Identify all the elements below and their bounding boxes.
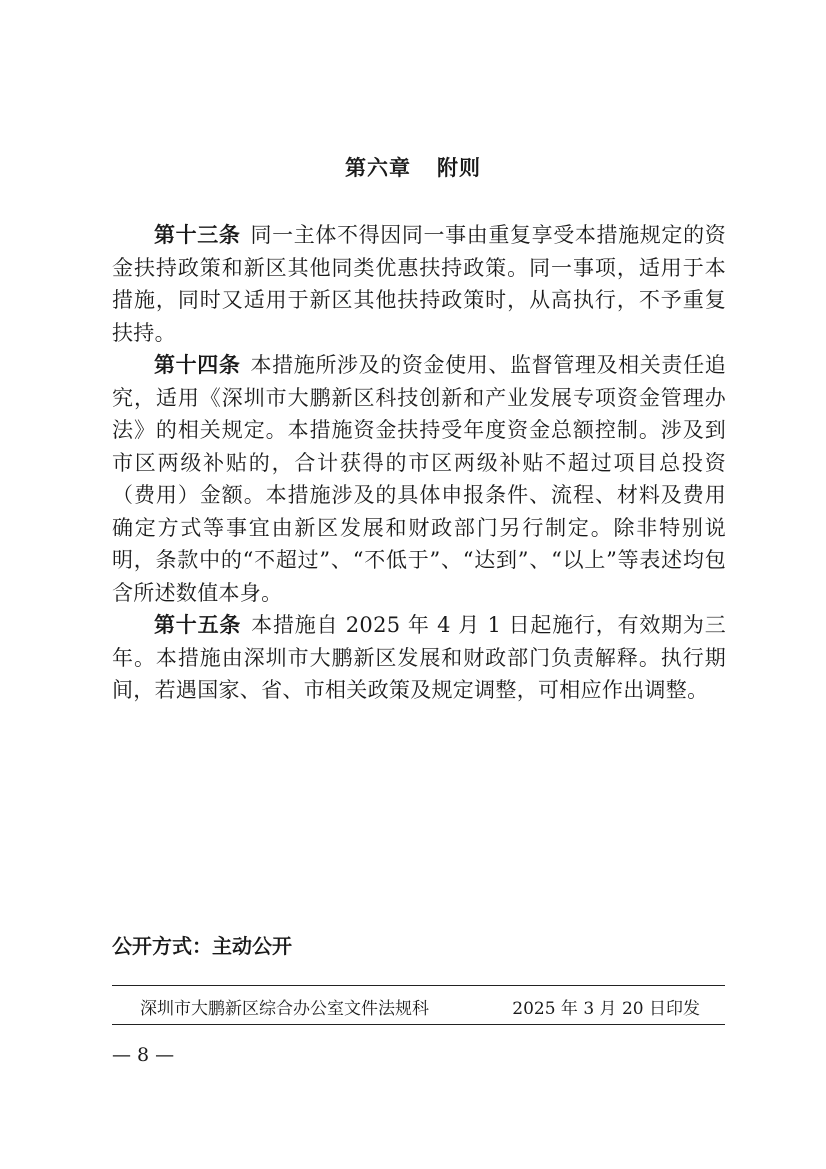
issuing-office: 深圳市大鹏新区综合办公室文件法规科 [140,999,429,1019]
article-14 [112,349,726,609]
article-text: 本措施所涉及的资金使用、监督管理及相关责任追究，适用《深圳市大鹏新区科技创新和产业发展专项资金管理办法》的相关规定。本措施资金扶持受年度资金总额控制。涉及到市区两级补贴的，合计获得的市区两级补贴不超过项目总投资（费用）金额。本措施涉及的具体申报条件、流程、材料及费用确定方式等事宜由新区发展和财政部门另行制定。除非特别说明，条款中的“不超过”、“不低于”、“达到”、“以上”等表述均包含所述数值本身。 [112,353,726,605]
article-15 [112,609,726,707]
article-heading: 第十五条 [154,613,242,637]
articles-body [112,219,726,707]
article-text: 同一主体不得因同一事由重复享受本措施规定的资金扶持政策和新区其他同类优惠扶持政策。同一事项，适用于本措施，同时又适用于新区其他扶持政策时，从高执行，不予重复扶持。 [112,223,726,345]
footer-rule-top [112,985,725,986]
article-text: 本措施自 2025 年 4 月 1 日起施行，有效期为三年。本措施由深圳市大鹏新区发展和财政部门负责解释。执行期间，若遇国家、省、市相关政策及规定调整，可相应作出调整。 [112,613,726,702]
disclosure-method: 公开方式：主动公开 [112,934,292,958]
issue-date: 2025 年 3 月 20 日印发 [512,999,700,1019]
article-13 [112,219,726,349]
chapter-number: 第六章 [345,156,411,180]
page-number: — 8 — [112,1044,175,1066]
article-heading: 第十三条 [154,223,241,247]
chapter-title [0,152,826,182]
footer-rule-bottom [112,1024,725,1025]
chapter-name: 附则 [437,156,481,180]
issuer-row [140,994,700,1019]
article-heading: 第十四条 [154,353,241,377]
